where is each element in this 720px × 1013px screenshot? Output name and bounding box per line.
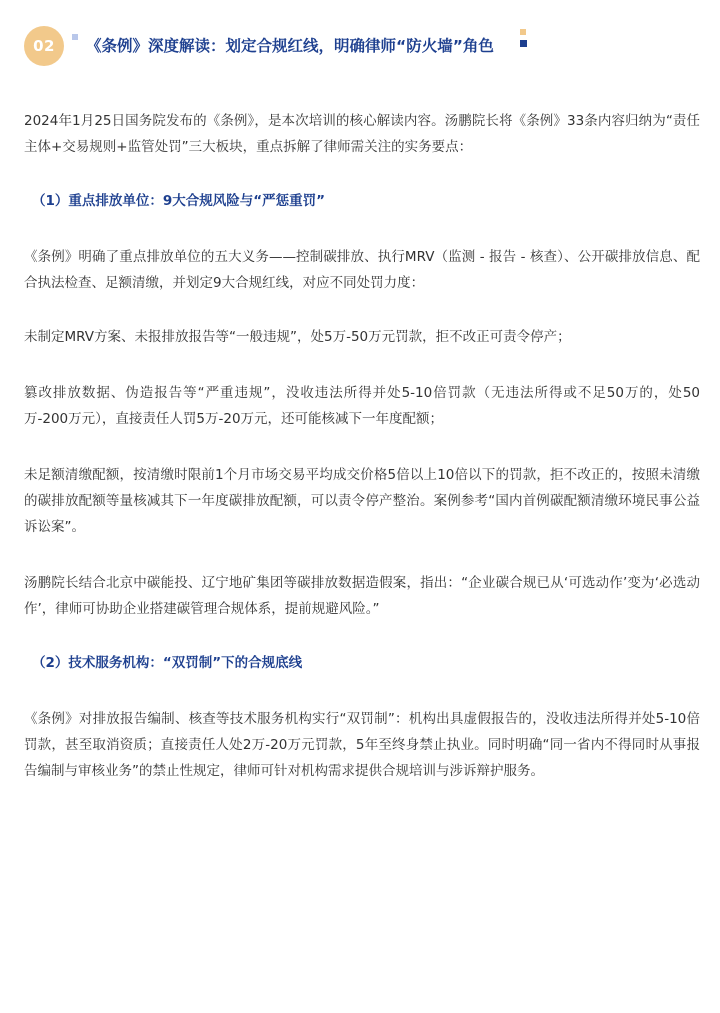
section1-intro-paragraph: 《条例》明确了重点排放单位的五大义务——控制碳排放、执行MRV（监测 - 报告 - 核查）、公开碳排放信息、配合执法检查、足额清缴，并划定9大合规红线，对应不同处罚力度： (24, 249, 700, 291)
section-header (24, 24, 704, 68)
quota-violation-paragraph: 未足额清缴配额，按清缴时限前1个月市场交易平均成交价格5倍以上10倍以下的罚款，拒不改正的，按照未清缴的碳排放配额等量核减其下一年度碳排放配额，可以责令停产整治。案例参考“国内首例碳配额清缴环境民事公益诉讼案”。 (24, 467, 700, 535)
general-violation-paragraph: 未制定MRV方案、未报排放报告等“一般违规”，处5万-50万元罚款，拒不改正可责令停产； (24, 329, 571, 345)
quote-paragraph: 汤鹏院长结合北京中碳能投、辽宁地矿集团等碳排放数据造假案，指出：“企业碳合规已从‘可选动作’变为‘必选动作’，律师可协助企业搭建碳管理合规体系，提前规避风险。” (24, 575, 700, 617)
subsection-heading-2: （2）技术服务机构：“双罚制”下的合规底线 (32, 655, 303, 671)
section-number-badge: 02 (24, 26, 64, 66)
section-title: 《条例》深度解读：划定合规红线，明确律师“防火墙”角色 (86, 37, 494, 55)
article-body (24, 108, 700, 784)
serious-violation-paragraph: 篡改排放数据、伪造报告等“严重违规”，没收违法所得并处5-10倍罚款（无违法所得或不足50万的，处50万-200万元），直接责任人罚5万-20万元，还可能核减下一年度配额； (24, 385, 700, 427)
decorative-dot (72, 34, 78, 40)
section2-body-paragraph: 《条例》对排放报告编制、核查等技术服务机构实行“双罚制”：机构出具虚假报告的，没收违法所得并处5-10倍罚款，甚至取消资质；直接责任人处2万-20万元罚款，5年至终身禁止执业。同时明确“同一省内不得同时从事报告编制与审核业务”的禁止性规定，律师可针对机构需求提供合规培训与涉诉辩护服务。 (24, 711, 700, 779)
decorative-squares-icon (514, 29, 526, 41)
subsection-heading-1: （1）重点排放单位：9大合规风险与“严惩重罚” (32, 193, 326, 209)
intro-paragraph: 2024年1月25日国务院发布的《条例》，是本次培训的核心解读内容。汤鹏院长将《条例》33条内容归纳为“责任主体+交易规则+监管处罚”三大板块，重点拆解了律师需关注的实务要点： (24, 113, 700, 155)
